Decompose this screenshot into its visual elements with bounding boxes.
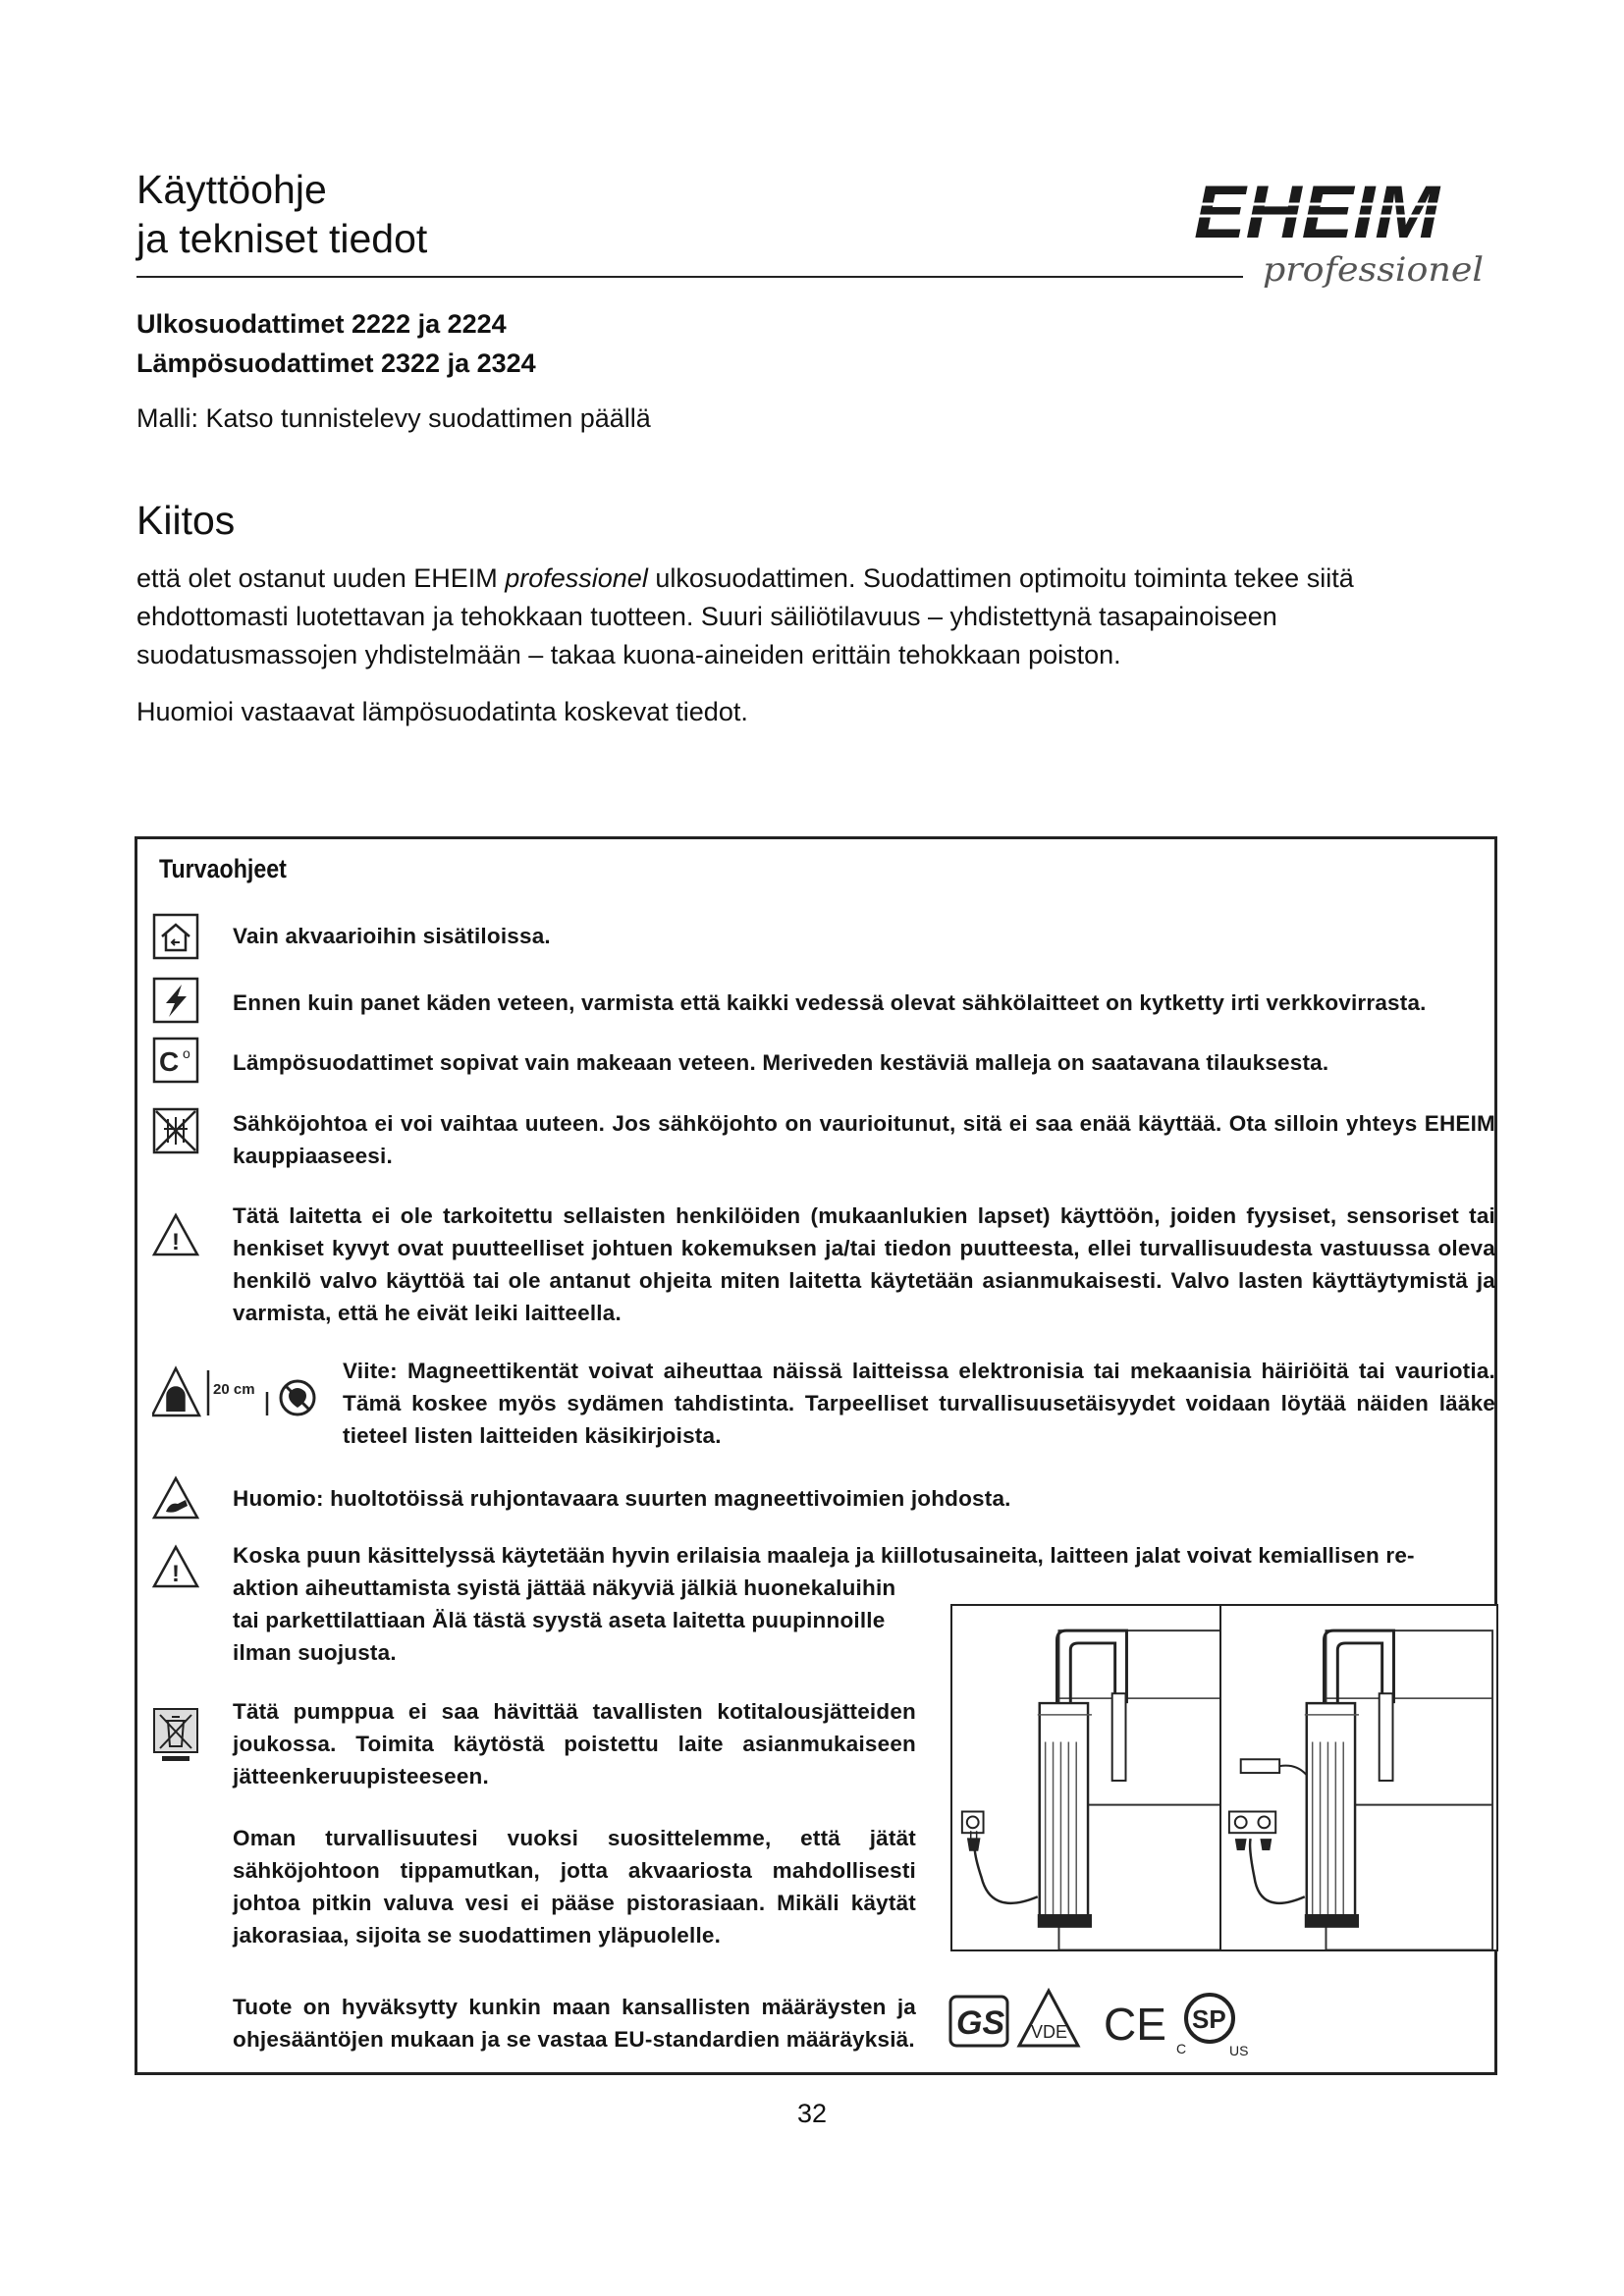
page-number: 32 (796, 2099, 828, 2128)
safety-item (152, 1695, 1006, 1803)
vde-mark-icon (1019, 1991, 1078, 2046)
safety-text: Sähköjohtoa ei voi vaihtaa uuteen. Jos sähköjohto on vaurioitunut, sitä ei saa enää käyttää. Ota silloin yhteys EHEIM kauppiaaseesi. (233, 1111, 1495, 1168)
safety-text: Oman turvallisuutesi vuoksi suosittelemme, että jätät sähköjohtoon tippamutkan, jotta akvaariosta mahdollisesti johtoa pitkin valuva vesi ei pääse pistorasiaan. Mikäli käytät jakorasiaa, sijoita se suodattimen yläpuolelle. (233, 1826, 916, 1948)
csa-mark-icon (1176, 1995, 1248, 2058)
safety-item (152, 1474, 1468, 1525)
safety-text: Tätä pumppua ei saa hävittää tavallisten kotitalousjätteiden joukossa. Toimita käytöstä poistettu laite asianmukaiseen jätteenkeruupisteeseen. (233, 1699, 916, 1789)
safety-text: Ennen kuin panet käden veteen, varmista että kaikki vedessä olevat sähkölaitteet on kytketty irti verkkovirrasta. (233, 990, 1427, 1015)
magnet-warning-icon (152, 1362, 319, 1431)
lightning-icon (152, 977, 199, 1024)
subtitle-line-2: Lämpösuodattimet 2322 ja 2324 (136, 348, 536, 378)
svg-text:o: o (183, 1045, 190, 1061)
safety-item (152, 1107, 1497, 1176)
celsius-icon (152, 1037, 199, 1084)
safety-item (152, 1355, 1497, 1463)
safety-text: Huomio: huoltotöissä ruhjontavaara suurten magneettivoimien johdosta. (233, 1486, 1011, 1511)
crush-warning-icon (152, 1474, 199, 1522)
safety-text: Tätä laitetta ei ole tarkoitettu sellaisten henkilöiden (mukaanlukien lapset) käyttöön, joiden fyysiset, sensoriset tai henkiset kyvyt ovat puutteelliset johtuen kokemuksen ja/tai tiedon puutteesta, ellei turvallisuudesta vastuussa oleva henkilö valvo käyttöä tai ole antanut ohjeita miten laitetta käytetään asianmukaisesti. Valvo lasten käyttäytymistä ja varmista, että he eivät leiki laitteella. (233, 1203, 1495, 1325)
safety-text: Vain akvaarioihin sisätiloissa. (233, 924, 551, 948)
thanks-heading: Kiitos (136, 498, 236, 543)
safety-text: Koska puun käsittelyssä käytetään hyvin erilaisia maaleja ja kiillotusaineita, laitteen jalat voivat kemiallisen re- (233, 1543, 1415, 1568)
product-subtitle (136, 304, 536, 383)
safety-item (152, 1037, 1468, 1086)
thanks-paragraph-2: Huomioi vastaavat lämpösuodatinta koskevat tiedot. (136, 697, 748, 726)
svg-text:VDE: VDE (1031, 2022, 1068, 2042)
model-note: Malli: Katso tunnistelevy suodattimen päällä (136, 403, 651, 433)
svg-text:US: US (1229, 2043, 1249, 2058)
safety-text: aktion aiheuttamista syistä jättää näkyviä jälkiä huonekaluihin tai parkettilattiaan Älä tästä syystä aseta laitetta puupinnoille ilman suojusta. (233, 1575, 896, 1665)
title-line-2: ja tekniset tiedot (136, 216, 428, 261)
safety-item (152, 1822, 1006, 1959)
thanks-body (136, 560, 1491, 750)
document-title (136, 165, 427, 263)
drip-loop-diagram-powerstrip (1221, 1606, 1496, 1949)
safety-title: Turvaohjeet (159, 854, 287, 883)
house-icon (152, 913, 199, 960)
safety-item (152, 1200, 1497, 1337)
warning-icon (152, 1211, 199, 1258)
svg-text:C: C (1176, 2041, 1187, 2056)
safety-text: Viite: Magneettikentät voivat aiheuttaa näissä laitteissa elektronisia tai mekaanisia häiriöitä tai vauriotia. Tämä koskee myös sydämen tahdistinta. Tarpeelliset turvallisuusetäisyydet voidaan löytää näiden lääke tieteel listen laitteiden käsikirjoista. (343, 1359, 1495, 1448)
safety-text: Tuote on hyväksytty kunkin maan kansallisten määräysten ja ohjesääntöjen mukaan ja se vastaa EU-standardien määräyksiä. (233, 1995, 916, 2052)
svg-text:!: ! (172, 1561, 180, 1587)
certification-marks (948, 1983, 1341, 2061)
svg-text:!: ! (172, 1229, 180, 1255)
safety-item (152, 977, 1468, 1026)
thanks-paragraph-1: että olet ostanut uuden EHEIM professionel ulkosuodattimen. Suodattimen optimoitu toiminta tekee siitä ehdottomasti luotettavan ja tehokkaan tuotteen. Suuri säiliötilavuus – yhdistettynä tasapainoiseen suodatusmassojen yhdistelmään – takaa kuona-aineiden erittäin tehokkaan poiston. (136, 563, 1354, 669)
filter-setup-illustration-single (950, 1604, 1231, 1951)
gs-mark-icon (950, 1997, 1007, 2046)
crossed-bin-icon (152, 1707, 199, 1766)
ce-mark-icon: CE (1104, 1999, 1166, 2050)
eheim-logo (1184, 167, 1498, 290)
no-cable-replace-icon (152, 1107, 199, 1154)
safety-item (152, 913, 1468, 962)
filter-setup-illustration-powerstrip (1219, 1604, 1498, 1951)
drip-loop-diagram (952, 1606, 1229, 1949)
svg-text:SP: SP (1192, 2004, 1226, 2034)
safety-text: Lämpösuodattimet sopivat vain makeaan veteen. Meriveden kestäviä malleja on saatavana tilauksesta. (233, 1050, 1329, 1075)
subtitle-line-1: Ulkosuodattimet 2222 ja 2224 (136, 309, 507, 339)
warning-icon (152, 1543, 199, 1590)
logo-sub: professionel (1263, 250, 1484, 290)
logo-brand: EHEIM (1194, 171, 1441, 254)
title-line-1: Käyttöohje (136, 167, 327, 212)
safety-item (152, 1991, 1006, 2059)
distance-label: 20 cm (213, 1381, 255, 1398)
header-divider (136, 276, 1266, 278)
svg-text:C: C (159, 1046, 180, 1077)
svg-text:GS: GS (956, 2004, 1005, 2042)
